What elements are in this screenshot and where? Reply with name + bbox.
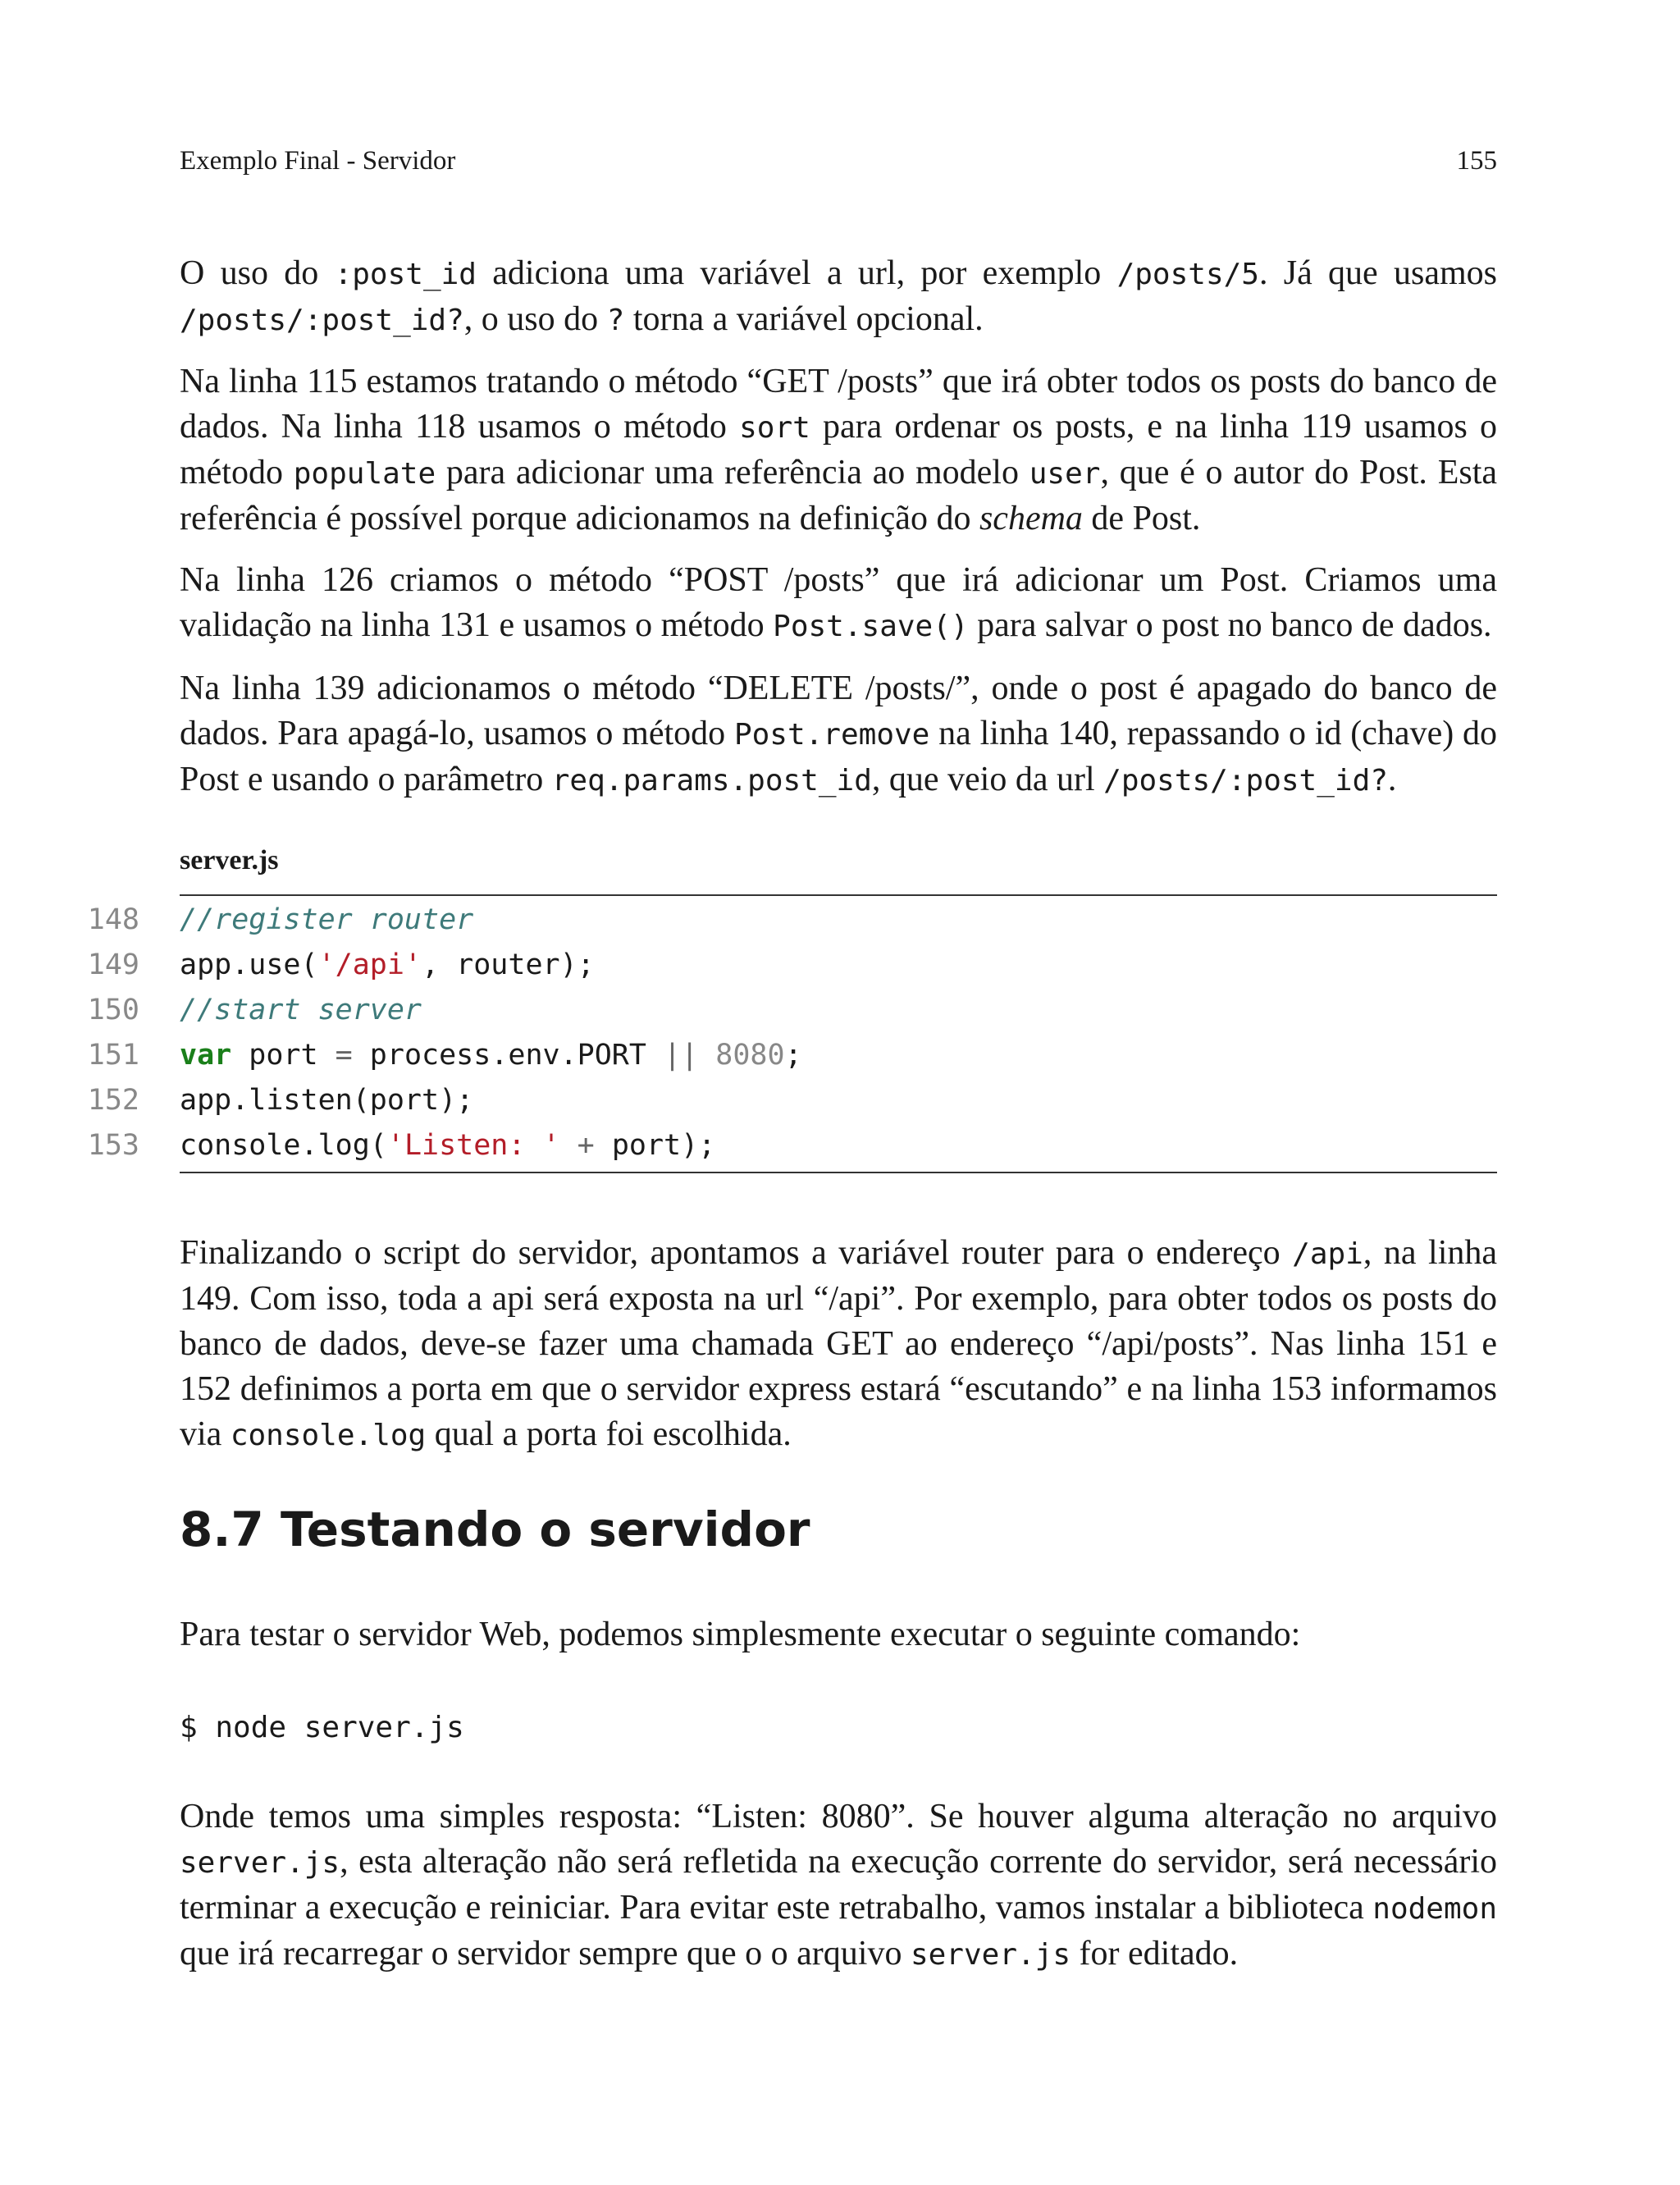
paragraph-delete-posts [180, 666, 1497, 803]
code-token: //start server [180, 994, 422, 1026]
code-source [180, 988, 422, 1033]
code-line [82, 1033, 1497, 1078]
text-span: . Já que usamos [1258, 254, 1497, 292]
text-span: , que é o autor do Post. Esta referência é possível porque adicionamos na definição do [180, 454, 1498, 537]
code-line [82, 898, 1497, 943]
code-token: process.env.PORT [352, 1039, 664, 1072]
text-span: para salvar o post no banco de dados. [968, 606, 1492, 644]
inline-code: /posts/5 [1116, 258, 1259, 291]
text-span: , esta alteração não será refletida na execução corrente do servidor, será necessário terminar a execução e reiniciar. Para evitar este retrabalho, vamos instalar a biblioteca [180, 1843, 1497, 1927]
line-number: 151 [87, 1039, 139, 1072]
code-line [82, 943, 1497, 988]
text-span: torna a variável opcional. [624, 300, 984, 338]
inline-code: /api [1292, 1237, 1363, 1271]
code-token: + [577, 1129, 595, 1162]
inline-code: req.params.post_id [551, 764, 872, 798]
code-token: = [335, 1039, 353, 1072]
paragraph-post-posts [180, 558, 1497, 649]
code-token: //register router [180, 903, 474, 936]
inline-code: ? [606, 304, 625, 337]
code-token: ; [784, 1039, 802, 1072]
command-line: $ node server.js [180, 1711, 464, 1744]
code-token: 8080 [715, 1039, 785, 1072]
code-token: 'Listen: ' [386, 1129, 560, 1162]
text-span: , que veio da url [871, 761, 1104, 798]
code-source [180, 1078, 473, 1123]
text-span: Na linha 126 criamos o método “POST /posts” que irá adicionar um Post. Criamos uma validação na linha 131 e usamos o método [180, 561, 1497, 644]
code-line [82, 988, 1497, 1033]
code-line [82, 1078, 1497, 1123]
line-number: 148 [87, 903, 139, 936]
text-span: . [1387, 761, 1397, 798]
code-token: var [180, 1039, 232, 1072]
running-header [180, 146, 1497, 187]
paragraph-get-posts [180, 359, 1497, 542]
text-span: , na linha 149. Com isso, toda a api será exposta na url “/api”. Por exemplo, para obter todos os posts do banco de dados, deve-se fazer uma chamada GET ao endereço “/api/posts”. Nas linha 151 e 152 definimos a porta em que o servidor express estará “escutando” e na linha 153 informamos via [180, 1234, 1498, 1453]
code-token [698, 1039, 715, 1072]
section-heading: 8.7 Testando o servidor [180, 1502, 810, 1557]
code-source [180, 898, 473, 943]
code-token: , router); [422, 949, 595, 981]
inline-code: /posts/:post_id? [180, 304, 464, 337]
code-source [180, 1033, 802, 1078]
paragraph-post-id [180, 251, 1497, 343]
chapter-title: Exemplo Final - Servidor [180, 146, 456, 176]
inline-code: nodemon [1372, 1892, 1497, 1926]
page-number: 155 [1456, 146, 1497, 176]
inline-code: sort [739, 411, 810, 445]
inline-code: /posts/:post_id? [1103, 764, 1388, 798]
emphasis-text: schema [979, 500, 1083, 537]
text-span: , o uso do [463, 300, 607, 338]
inline-code: user [1029, 457, 1101, 491]
line-number: 149 [87, 949, 139, 981]
code-token: app.listen(port); [180, 1084, 474, 1117]
code-token: port); [594, 1129, 716, 1162]
paragraph-nodemon [180, 1794, 1497, 1977]
code-source [180, 1123, 715, 1168]
paragraph-finalizing [180, 1231, 1497, 1458]
line-number: 153 [87, 1129, 139, 1162]
code-source [180, 943, 595, 988]
paragraph-test-intro: Para testar o servidor Web, podemos simplesmente executar o seguinte comando: [180, 1616, 1301, 1653]
code-token: || [664, 1039, 699, 1072]
text-span: que irá recarregar o servidor sempre que o o arquivo [180, 1935, 911, 1972]
text-span: adiciona uma variável a url, por exemplo [476, 254, 1117, 292]
code-line [82, 1123, 1497, 1168]
inline-code: Post.remove [733, 718, 930, 752]
line-number: 152 [87, 1084, 139, 1117]
text-span: para adicionar uma referência ao modelo [436, 454, 1029, 491]
code-caption: server.js [180, 845, 279, 875]
code-token: '/api' [317, 949, 422, 981]
inline-code: Post.save() [773, 610, 969, 643]
text-span: qual a porta foi escolhida. [426, 1415, 792, 1453]
inline-code: populate [293, 457, 436, 491]
code-listing [82, 898, 1497, 1168]
inline-code: server.js [180, 1846, 340, 1880]
code-token: port [231, 1039, 336, 1072]
text-span: Na linha 139 adicionamos o método “DELETE /posts/”, onde o post é apagado do banco de dados. Para apagá-lo, usamos o método [180, 670, 1497, 752]
text-span: O uso do [180, 254, 335, 292]
code-token [560, 1129, 578, 1162]
text-span: de Post. [1082, 500, 1201, 537]
text-span: para ordenar os posts, e na linha 119 usamos o método [180, 408, 1498, 491]
inline-code: server.js [910, 1938, 1071, 1972]
code-bottom-rule [180, 1172, 1497, 1173]
code-top-rule [180, 894, 1497, 896]
inline-code: :post_id [334, 258, 477, 291]
code-token: app.use( [180, 949, 318, 981]
text-span: Onde temos uma simples resposta: “Listen: 8080”. Se houver alguma alteração no arquivo [180, 1798, 1497, 1835]
text-span: Finalizando o script do servidor, apontamos a variável router para o endereço [180, 1234, 1293, 1272]
text-span: for editado. [1071, 1935, 1239, 1972]
inline-code: console.log [230, 1419, 427, 1452]
code-token: console.log( [180, 1129, 387, 1162]
text-span: na linha 140, repassando o id (chave) do Post e usando o parâmetro [180, 715, 1497, 798]
line-number: 150 [87, 994, 139, 1026]
text-span: Na linha 115 estamos tratando o método “GET /posts” que irá obter todos os posts do banco de dados. Na linha 118 usamos o método [180, 363, 1497, 446]
